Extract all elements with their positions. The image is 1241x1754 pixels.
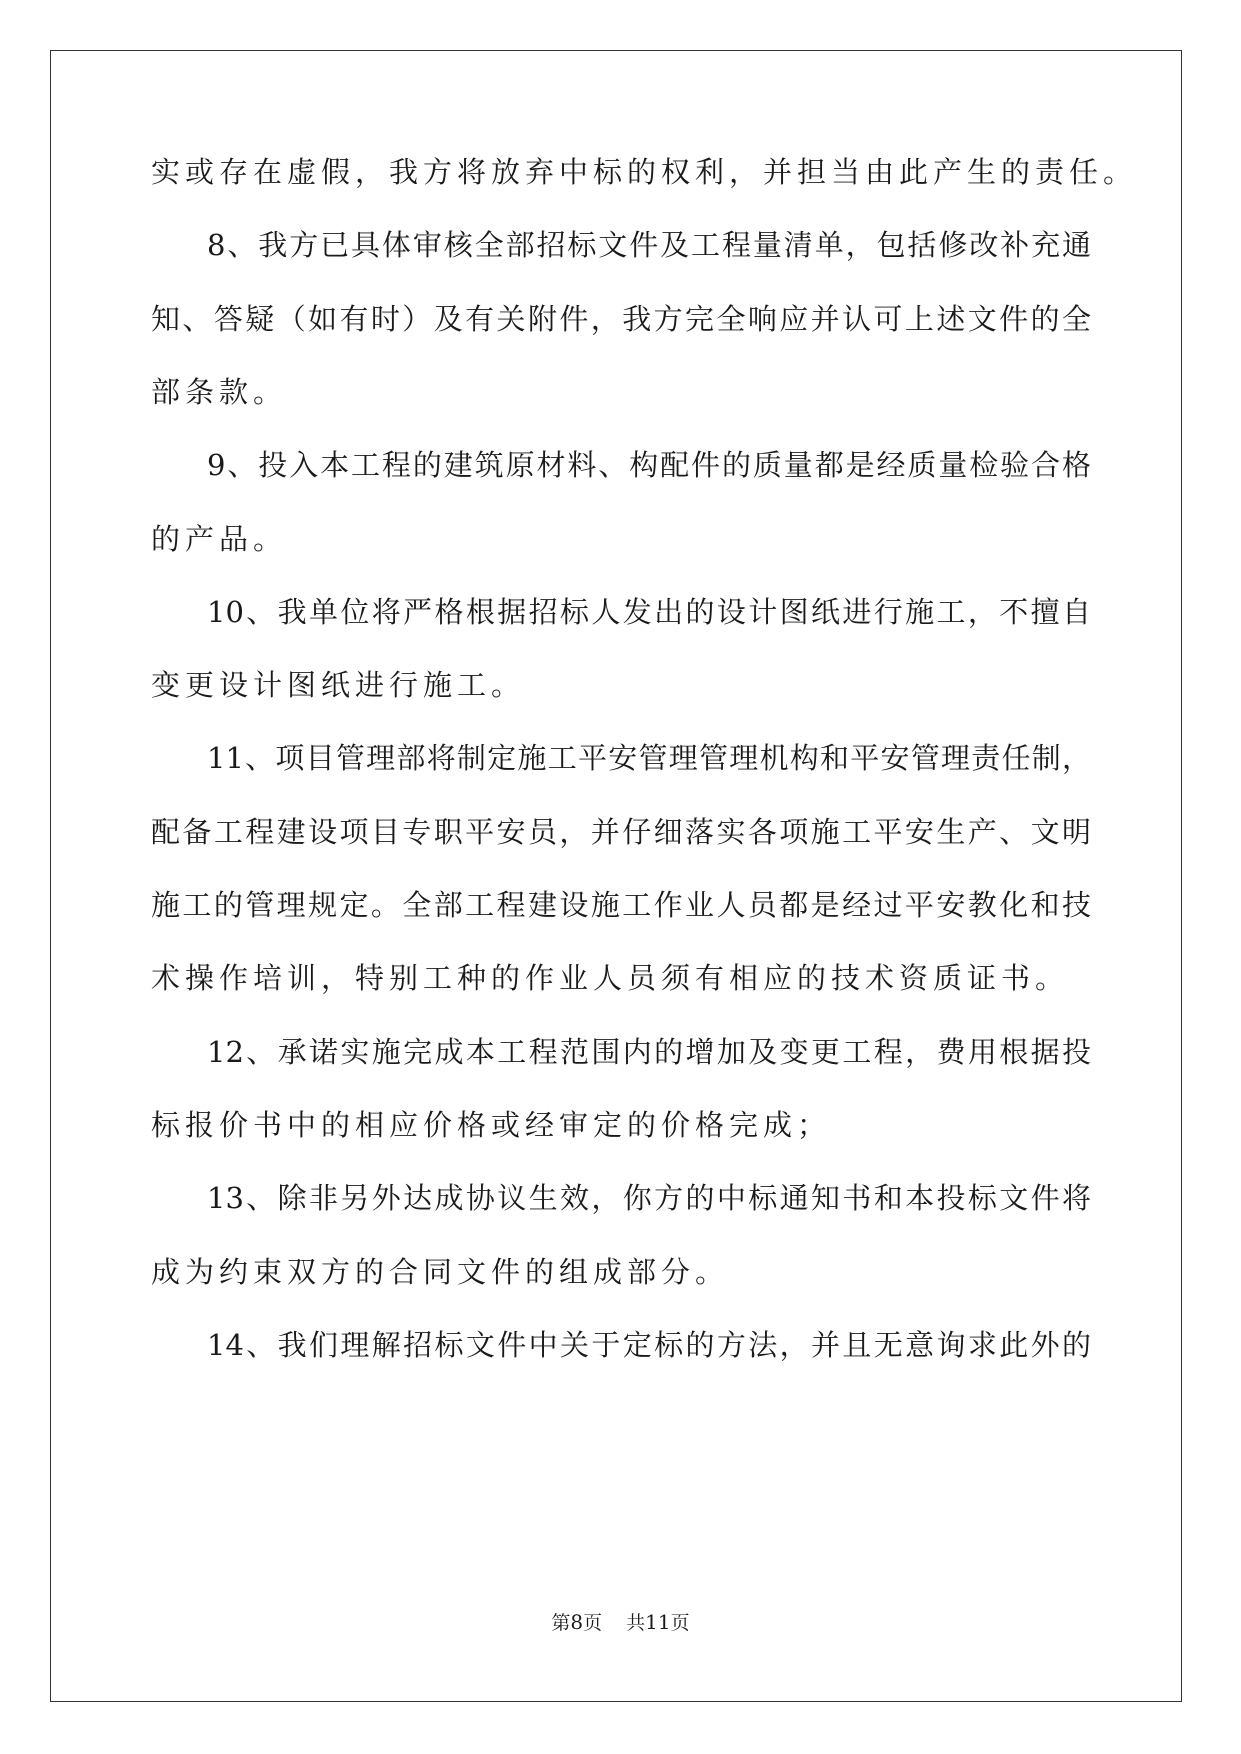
text-line: 部条款。 xyxy=(151,374,288,409)
text-line: 标报价书中的相应价格或经审定的价格完成； xyxy=(151,1107,832,1142)
text-line: 10、我单位将严格根据招标人发出的设计图纸进行施工，不擅自 xyxy=(207,594,1091,629)
text-line: 11、项目管理部将制定施工平安管理管理机构和平安管理责任制， xyxy=(207,741,1091,776)
total-pages: 11 xyxy=(645,1610,671,1634)
page-prefix: 第 xyxy=(551,1612,571,1634)
text-line: 12、承诺实施完成本工程范围内的增加及变更工程，费用根据投 xyxy=(207,1034,1091,1069)
text-line: 13、除非另外达成协议生效，你方的中标通知书和本投标文件将 xyxy=(207,1181,1091,1216)
page-footer xyxy=(0,1608,1241,1635)
text-line: 实或存在虚假，我方将放弃中标的权利，并担当由此产生的责任。 xyxy=(151,155,1138,189)
text-line: 14、我们理解招标文件中关于定标的方法，并且无意询求此外的 xyxy=(207,1327,1091,1362)
text-line: 配备工程建设项目专职平安员，并仔细落实各项施工平安生产、文明 xyxy=(151,814,1091,849)
text-line: 术操作培训，特别工种的作业人员须有相应的技术资质证书。 xyxy=(151,961,1070,996)
total-suffix: 页 xyxy=(670,1612,690,1634)
text-line: 施工的管理规定。全部工程建设施工作业人员都是经过平安教化和技 xyxy=(151,888,1091,922)
total-prefix: 共 xyxy=(626,1612,646,1634)
text-line: 知、答疑（如有时）及有关附件，我方完全响应并认可上述文件的全 xyxy=(151,301,1091,336)
page-suffix: 页 xyxy=(583,1612,603,1634)
text-line: 变更设计图纸进行施工。 xyxy=(151,668,526,703)
text-line: 9、投入本工程的建筑原材料、构配件的质量都是经质量检验合格 xyxy=(207,448,1091,483)
text-line: 成为约束双方的合同文件的组成部分。 xyxy=(151,1254,730,1289)
text-line: 的产品。 xyxy=(151,521,288,556)
text-line: 8、我方已具体审核全部招标文件及工程量清单，包括修改补充通 xyxy=(207,228,1091,263)
page-number: 8 xyxy=(570,1610,584,1634)
